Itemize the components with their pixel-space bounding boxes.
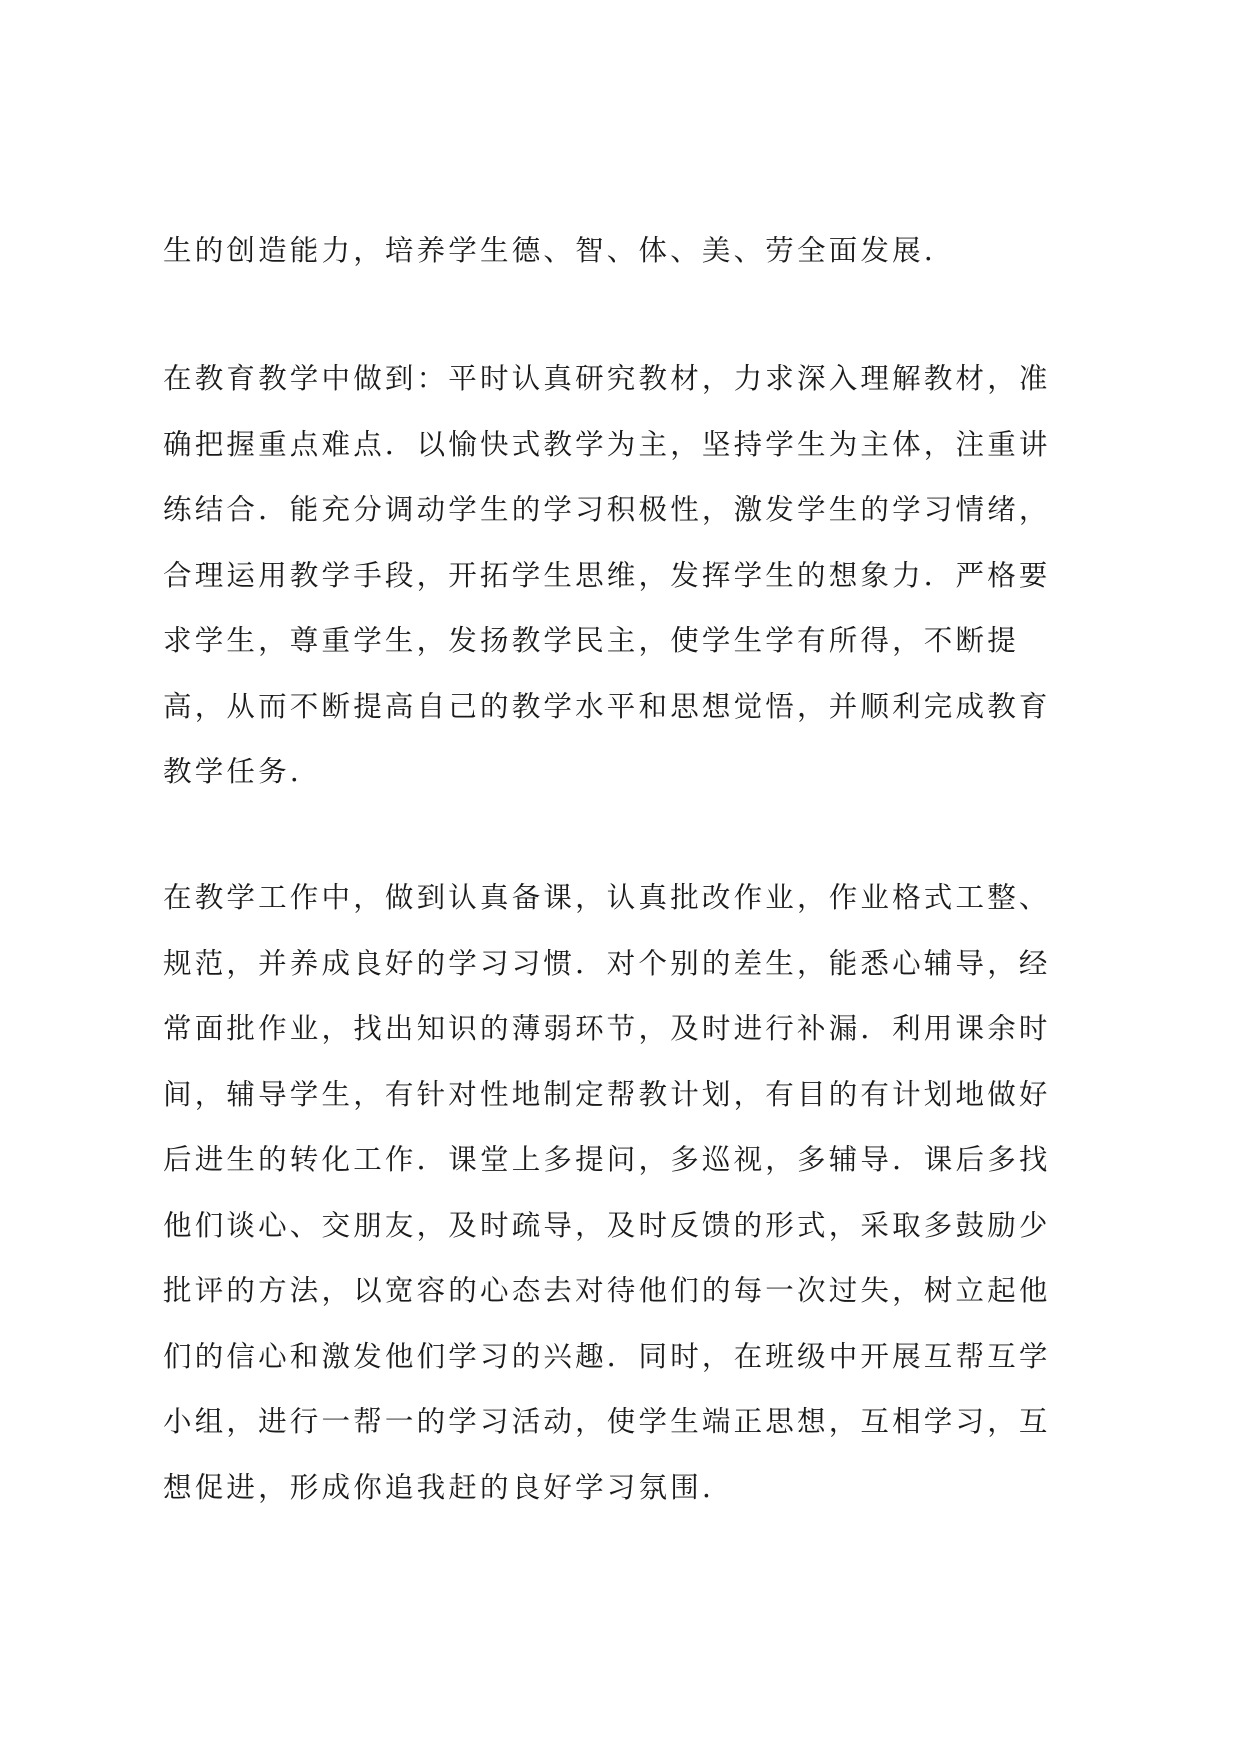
- paragraph-line: 批评的方法，以宽容的心态去对待他们的每一次过失，树立起他: [163, 1274, 1051, 1307]
- paragraph-line: 规范，并养成良好的学习习惯．对个别的差生，能悉心辅导，经: [163, 946, 1051, 980]
- paragraph-3: [163, 865, 1103, 1520]
- paragraph-line: 生的创造能力，培养学生德、智、体、美、劳全面发展.: [163, 234, 937, 267]
- paragraph-line: 确把握重点难点．以愉快式教学为主，坚持学生为主体，注重讲: [163, 427, 1051, 461]
- paragraph-line: 后进生的转化工作．课堂上多提问，多巡视，多辅导．课后多找: [163, 1143, 1051, 1176]
- paragraph-line: 常面批作业，找出知识的薄弱环节，及时进行补漏．利用课余时: [163, 1012, 1051, 1045]
- paragraph-line: 在教学工作中，做到认真备课，认真批改作业，作业格式工整、: [163, 881, 1051, 914]
- paragraph-line: 教学任务.: [163, 755, 303, 788]
- paragraph-line: 间，辅导学生，有针对性地制定帮教计划，有目的有计划地做好: [163, 1077, 1051, 1111]
- paragraph-2: [163, 346, 1103, 805]
- paragraph-line: 高，从而不断提高自己的教学水平和思想觉悟，并顺利完成教育: [163, 689, 1051, 723]
- paragraph-line: 在教育教学中做到：平时认真研究教材，力求深入理解教材，准: [163, 362, 1051, 395]
- paragraph-line: 求学生，尊重学生，发扬教学民主，使学生学有所得，不断提: [163, 624, 1019, 657]
- paragraph-line: 他们谈心、交朋友，及时疏导，及时反馈的形式，采取多鼓励少: [163, 1208, 1051, 1242]
- paragraph-line: 练结合．能充分调动学生的学习积极性，激发学生的学习情绪，: [163, 493, 1051, 526]
- paragraph-line: 想促进，形成你追我赶的良好学习氛围.: [163, 1470, 715, 1504]
- paragraph-line: 小组，进行一帮一的学习活动，使学生端正思想，互相学习，互: [163, 1405, 1051, 1438]
- paragraph-line: 们的信心和激发他们学习的兴趣．同时，在班级中开展互帮互学: [163, 1339, 1051, 1373]
- paragraph-1: [163, 218, 1103, 284]
- paragraph-line: 合理运用教学手段，开拓学生思维，发挥学生的想象力．严格要: [163, 558, 1051, 592]
